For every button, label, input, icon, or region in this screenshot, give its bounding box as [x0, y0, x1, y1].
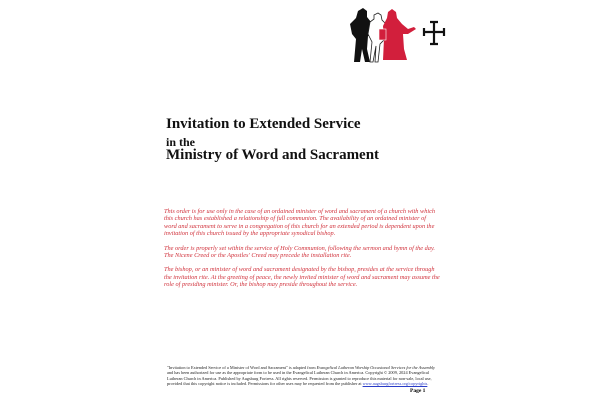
copyright-link[interactable]: www.augsburgfortress.org/copyrights [362, 380, 428, 386]
footer-source: Evangelical Lutheran Worship Occasional Services for the Assembly [316, 365, 435, 370]
title-line-2: in the [166, 135, 196, 149]
copyright-footer [167, 365, 437, 386]
rubrics [164, 208, 440, 296]
elca-logo [340, 4, 450, 64]
rubric-paragraph: The bishop, or an minister of word and sacrament designated by the bishop, presides at the service through the invitation rite. At the greeting of peace, the newly invited minister of word and sacrament may assume the role of presiding minister. Or, the bishop may preside throughout the service. [164, 266, 440, 289]
title-line-3: Ministry of Word and Sacrament [166, 147, 380, 163]
title-line-1: Invitation to Extended Service [166, 116, 361, 132]
ministers-and-cross-icon [340, 4, 450, 64]
footer-text: . [427, 380, 429, 386]
rubric-paragraph: The order is properly set within the service of Holy Communion, following the sermon and hymn of the day. The Nicene Creed or the Apostles' Creed may precede the installation rite. [164, 244, 435, 260]
footer-text: "Invitation to Extended Service of a Minister of Word and Sacrament" is adapted from [167, 365, 317, 370]
footer-text: and has been authorized for use as the appropriate form to be used in the Evangelical Lutheran Church in America. Copyright © 2009, 2024 Evangelical Lutheran Church in America. Published by Augsburg Fortress. All rights reserved. Permission is granted to reproduce this material for non-sale, local use, provided that this copyright notice is included. Permissions for other uses may be requested from the publisher at [167, 370, 432, 386]
rubric-paragraph: This order is for use only in the case of an ordained minister of word and sacrament of a church with which this church has established a relationship of full communion. The availability of an ordained minister of word and sacrament to serve in a congregation of this church for an extended period is dependent upon the invitation of this church issued by the appropriate synodical bishop. [164, 208, 436, 238]
page-number: Page 1 [410, 388, 426, 394]
